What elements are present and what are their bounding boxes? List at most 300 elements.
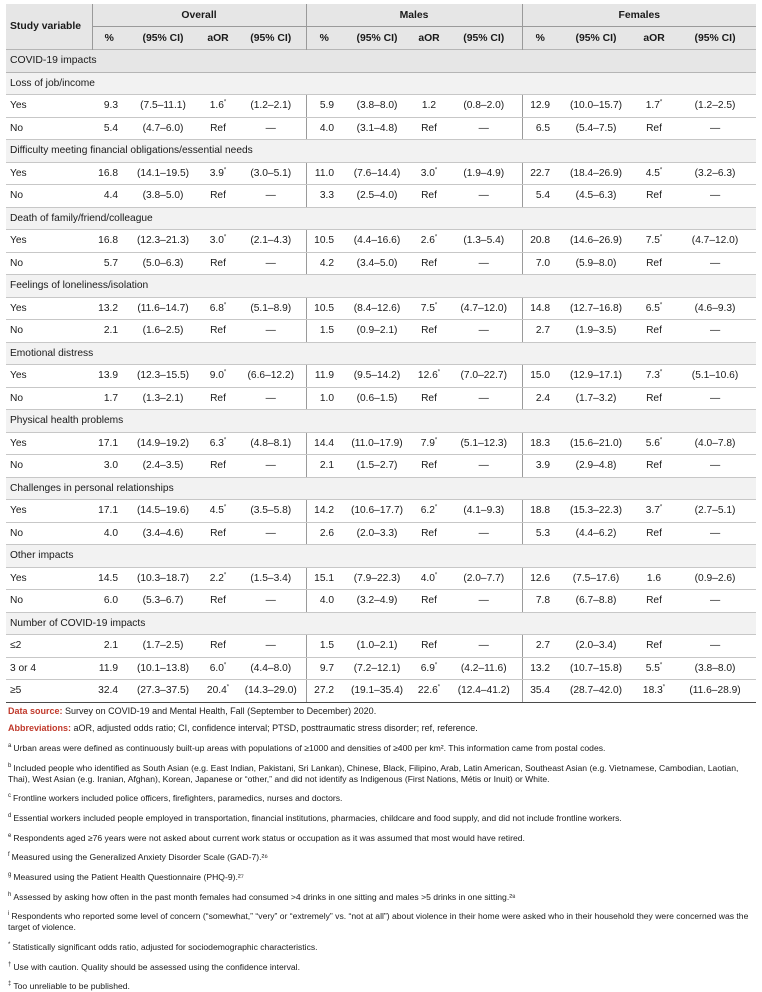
cell-aor-ci: — xyxy=(446,455,522,478)
cell-aor-ci: (5.1–8.9) xyxy=(236,297,306,320)
cell-ci: (1.7–2.5) xyxy=(126,635,200,658)
cell-aor-ci: (4.1–9.3) xyxy=(446,500,522,523)
cell-percent: 20.8 xyxy=(522,230,558,253)
cell-ci: (14.6–26.9) xyxy=(558,230,634,253)
cell-ci: (2.5–4.0) xyxy=(342,185,412,208)
category-row xyxy=(6,545,756,568)
footnote xyxy=(8,909,756,933)
row-label: Yes xyxy=(6,230,92,253)
cell-aor-ci: — xyxy=(446,522,522,545)
overall-group-header: Overall xyxy=(92,4,306,27)
cell-ci: (1.0–2.1) xyxy=(342,635,412,658)
cell-aor: Ref xyxy=(200,522,236,545)
cell-aor-ci: — xyxy=(674,455,756,478)
col-ci: (95% CI) xyxy=(558,27,634,50)
cell-ci: (7.6–14.4) xyxy=(342,162,412,185)
cell-percent: 2.1 xyxy=(92,635,126,658)
cell-percent: 4.0 xyxy=(306,590,342,613)
cell-aor: 3.7* xyxy=(634,500,674,523)
cell-ci: (12.3–15.5) xyxy=(126,365,200,388)
cell-aor: Ref xyxy=(412,522,446,545)
cell-percent: 10.5 xyxy=(306,297,342,320)
cell-percent: 2.1 xyxy=(92,320,126,343)
row-label: No xyxy=(6,522,92,545)
cell-aor-ci: (4.8–8.1) xyxy=(236,432,306,455)
cell-aor: Ref xyxy=(200,635,236,658)
cell-ci: (2.4–3.5) xyxy=(126,455,200,478)
column-header-row xyxy=(6,27,756,50)
cell-aor: 7.5* xyxy=(634,230,674,253)
cell-aor-ci: (1.2–2.5) xyxy=(674,95,756,118)
row-label: ≥5 xyxy=(6,680,92,703)
col-aor: aOR xyxy=(412,27,446,50)
footnote-text: Measured using the Patient Health Questionnaire (PHQ-9).²⁷ xyxy=(13,872,243,882)
cell-ci: (3.8–5.0) xyxy=(126,185,200,208)
cell-aor: 5.6* xyxy=(634,432,674,455)
cell-ci: (15.6–21.0) xyxy=(558,432,634,455)
cell-ci: (1.6–2.5) xyxy=(126,320,200,343)
section-title: COVID-19 impacts xyxy=(6,50,756,73)
cell-percent: 2.6 xyxy=(306,522,342,545)
table-figure xyxy=(6,0,756,992)
cell-aor: 22.6* xyxy=(412,680,446,703)
cell-ci: (12.9–17.1) xyxy=(558,365,634,388)
footnote-text: Use with caution. Quality should be assessed using the confidence interval. xyxy=(13,962,300,972)
col-ci: (95% CI) xyxy=(446,27,522,50)
footnote-marker: e xyxy=(8,833,11,839)
cell-aor: 7.9* xyxy=(412,432,446,455)
cell-aor: Ref xyxy=(412,635,446,658)
cell-percent: 7.8 xyxy=(522,590,558,613)
cell-percent: 17.1 xyxy=(92,500,126,523)
cell-aor-ci: (3.5–5.8) xyxy=(236,500,306,523)
footnote-marker: * xyxy=(8,942,10,948)
cell-aor-ci: (11.6–28.9) xyxy=(674,680,756,703)
cell-aor: 6.2* xyxy=(412,500,446,523)
row-label: 3 or 4 xyxy=(6,657,92,680)
col-ci: (95% CI) xyxy=(126,27,200,50)
row-label: No xyxy=(6,455,92,478)
footnote-marker: c xyxy=(8,793,11,799)
col-ci: (95% CI) xyxy=(236,27,306,50)
cell-aor: 20.4* xyxy=(200,680,236,703)
cell-percent: 27.2 xyxy=(306,680,342,703)
cell-ci: (9.5–14.2) xyxy=(342,365,412,388)
col-percent: % xyxy=(306,27,342,50)
cell-ci: (5.0–6.3) xyxy=(126,252,200,275)
cell-ci: (1.7–3.2) xyxy=(558,387,634,410)
cell-percent: 13.2 xyxy=(522,657,558,680)
footnote xyxy=(8,741,756,754)
cell-percent: 5.4 xyxy=(522,185,558,208)
row-label: No xyxy=(6,320,92,343)
cell-ci: (10.6–17.7) xyxy=(342,500,412,523)
footnote xyxy=(8,791,756,804)
footnote-marker: h xyxy=(8,892,11,898)
cell-ci: (2.0–3.3) xyxy=(342,522,412,545)
cell-aor-ci: (1.3–5.4) xyxy=(446,230,522,253)
col-percent: % xyxy=(92,27,126,50)
cell-ci: (2.9–4.8) xyxy=(558,455,634,478)
category-label: Physical health problems xyxy=(6,410,756,433)
footnote-marker: a xyxy=(8,743,11,749)
table-row xyxy=(6,162,756,185)
category-label: Difficulty meeting financial obligations/essential needs xyxy=(6,140,756,163)
cell-percent: 16.8 xyxy=(92,230,126,253)
cell-aor-ci: — xyxy=(236,590,306,613)
category-row xyxy=(6,477,756,500)
row-label: Yes xyxy=(6,297,92,320)
col-aor: aOR xyxy=(200,27,236,50)
footnote xyxy=(8,811,756,824)
cell-ci: (19.1–35.4) xyxy=(342,680,412,703)
cell-percent: 9.7 xyxy=(306,657,342,680)
row-label: Yes xyxy=(6,162,92,185)
footnote-marker: g xyxy=(8,872,11,878)
cell-aor: 3.0* xyxy=(200,230,236,253)
cell-aor-ci: — xyxy=(236,185,306,208)
footnote-text: Respondents who reported some level of concern (“somewhat,” “very” or “extremely” vs. “not at all”) about violence in their home were asked who in their household they were concerned was the target of violence. xyxy=(8,911,748,932)
cell-aor: 7.5* xyxy=(412,297,446,320)
cell-aor: Ref xyxy=(634,252,674,275)
cell-aor-ci: (3.2–6.3) xyxy=(674,162,756,185)
cell-percent: 18.3 xyxy=(522,432,558,455)
cell-aor: 7.3* xyxy=(634,365,674,388)
footnote-marker: b xyxy=(8,763,11,769)
cell-ci: (5.3–6.7) xyxy=(126,590,200,613)
cell-percent: 5.7 xyxy=(92,252,126,275)
cell-percent: 2.7 xyxy=(522,320,558,343)
cell-percent: 35.4 xyxy=(522,680,558,703)
cell-aor: Ref xyxy=(200,320,236,343)
cell-aor-ci: — xyxy=(236,252,306,275)
cell-aor: Ref xyxy=(200,590,236,613)
cell-percent: 1.5 xyxy=(306,320,342,343)
category-row xyxy=(6,410,756,433)
footnote-text: Essential workers included people employed in transportation, financial institutions, pharmacies, childcare and food supply, and did not include frontline workers. xyxy=(13,813,621,823)
cell-aor-ci: (6.6–12.2) xyxy=(236,365,306,388)
cell-ci: (8.4–12.6) xyxy=(342,297,412,320)
cell-percent: 18.8 xyxy=(522,500,558,523)
cell-percent: 4.4 xyxy=(92,185,126,208)
cell-ci: (3.1–4.8) xyxy=(342,117,412,140)
category-label: Challenges in personal relationships xyxy=(6,477,756,500)
cell-aor-ci: — xyxy=(236,117,306,140)
row-label: No xyxy=(6,252,92,275)
data-source-label: Data source: xyxy=(8,706,63,716)
cell-aor: Ref xyxy=(412,185,446,208)
category-row xyxy=(6,342,756,365)
cell-aor: 4.0* xyxy=(412,567,446,590)
cell-aor: Ref xyxy=(634,320,674,343)
cell-ci: (7.5–11.1) xyxy=(126,95,200,118)
cell-aor-ci: — xyxy=(674,117,756,140)
cell-percent: 14.2 xyxy=(306,500,342,523)
footnote xyxy=(8,761,756,785)
cell-aor-ci: (1.5–3.4) xyxy=(236,567,306,590)
cell-ci: (11.6–14.7) xyxy=(126,297,200,320)
footnote xyxy=(8,979,756,992)
cell-aor-ci: — xyxy=(236,320,306,343)
category-row xyxy=(6,207,756,230)
cell-aor: Ref xyxy=(634,455,674,478)
cell-percent: 7.0 xyxy=(522,252,558,275)
table-row xyxy=(6,590,756,613)
cell-aor: 12.6* xyxy=(412,365,446,388)
cell-aor-ci: — xyxy=(674,590,756,613)
cell-aor: Ref xyxy=(412,117,446,140)
footnote xyxy=(8,831,756,844)
cell-aor: 1.2 xyxy=(412,95,446,118)
cell-percent: 6.5 xyxy=(522,117,558,140)
table-row xyxy=(6,297,756,320)
cell-percent: 15.1 xyxy=(306,567,342,590)
footnote-text: Respondents aged ≥76 years were not asked about current work status or occupation as it was assumed that most would have retired. xyxy=(13,833,525,843)
cell-aor-ci: — xyxy=(674,522,756,545)
cell-ci: (5.9–8.0) xyxy=(558,252,634,275)
cell-aor: 1.6 xyxy=(634,567,674,590)
cell-percent: 17.1 xyxy=(92,432,126,455)
cell-aor-ci: — xyxy=(446,252,522,275)
abbreviations-note xyxy=(8,723,756,734)
cell-aor-ci: (2.0–7.7) xyxy=(446,567,522,590)
cell-aor-ci: — xyxy=(446,117,522,140)
cell-ci: (2.0–3.4) xyxy=(558,635,634,658)
cell-aor-ci: — xyxy=(236,635,306,658)
cell-aor: Ref xyxy=(412,455,446,478)
cell-ci: (3.8–8.0) xyxy=(342,95,412,118)
cell-ci: (7.2–12.1) xyxy=(342,657,412,680)
cell-ci: (10.1–13.8) xyxy=(126,657,200,680)
cell-percent: 12.9 xyxy=(522,95,558,118)
cell-aor: Ref xyxy=(634,590,674,613)
cell-ci: (4.4–16.6) xyxy=(342,230,412,253)
cell-percent: 10.5 xyxy=(306,230,342,253)
data-source-text: Survey on COVID-19 and Mental Health, Fall (September to December) 2020. xyxy=(65,706,376,716)
cell-aor-ci: — xyxy=(236,455,306,478)
cell-aor-ci: (2.1–4.3) xyxy=(236,230,306,253)
cell-aor: 1.6* xyxy=(200,95,236,118)
cell-aor: Ref xyxy=(634,185,674,208)
footnote xyxy=(8,890,756,903)
cell-aor-ci: — xyxy=(446,635,522,658)
row-label: Yes xyxy=(6,500,92,523)
table-row xyxy=(6,500,756,523)
cell-percent: 6.0 xyxy=(92,590,126,613)
row-label: ≤2 xyxy=(6,635,92,658)
cell-aor-ci: (0.9–2.6) xyxy=(674,567,756,590)
cell-percent: 14.8 xyxy=(522,297,558,320)
row-label: No xyxy=(6,185,92,208)
cell-percent: 11.9 xyxy=(92,657,126,680)
cell-aor-ci: (4.0–7.8) xyxy=(674,432,756,455)
females-group-header: Females xyxy=(522,4,756,27)
cell-percent: 13.9 xyxy=(92,365,126,388)
footnote xyxy=(8,960,756,973)
data-source-note xyxy=(8,706,756,717)
cell-percent: 22.7 xyxy=(522,162,558,185)
cell-percent: 14.5 xyxy=(92,567,126,590)
category-label: Other impacts xyxy=(6,545,756,568)
cell-aor-ci: (2.7–5.1) xyxy=(674,500,756,523)
cell-aor: 18.3* xyxy=(634,680,674,703)
table-row xyxy=(6,657,756,680)
col-ci: (95% CI) xyxy=(674,27,756,50)
table-body xyxy=(6,50,756,703)
results-table xyxy=(6,4,756,703)
cell-percent: 4.0 xyxy=(92,522,126,545)
footnote-text: Assessed by asking how often in the past month females had consumed >4 drinks in one sitting and males >5 drinks in one sitting.²⁸ xyxy=(13,892,515,902)
category-label: Death of family/friend/colleague xyxy=(6,207,756,230)
cell-aor-ci: — xyxy=(674,252,756,275)
cell-aor: Ref xyxy=(412,590,446,613)
cell-percent: 5.3 xyxy=(522,522,558,545)
cell-aor-ci: (5.1–10.6) xyxy=(674,365,756,388)
footnote xyxy=(8,870,756,883)
cell-percent: 3.3 xyxy=(306,185,342,208)
table-row xyxy=(6,185,756,208)
cell-aor-ci: (0.8–2.0) xyxy=(446,95,522,118)
category-row xyxy=(6,612,756,635)
cell-aor: 6.9* xyxy=(412,657,446,680)
cell-aor-ci: (1.2–2.1) xyxy=(236,95,306,118)
cell-aor: 6.5* xyxy=(634,297,674,320)
table-row xyxy=(6,567,756,590)
cell-percent: 2.4 xyxy=(522,387,558,410)
table-row xyxy=(6,455,756,478)
cell-percent: 5.4 xyxy=(92,117,126,140)
cell-aor: 6.3* xyxy=(200,432,236,455)
row-label: Yes xyxy=(6,567,92,590)
cell-ci: (12.7–16.8) xyxy=(558,297,634,320)
cell-ci: (18.4–26.9) xyxy=(558,162,634,185)
males-group-header: Males xyxy=(306,4,522,27)
cell-ci: (4.7–6.0) xyxy=(126,117,200,140)
cell-aor-ci: — xyxy=(446,590,522,613)
cell-ci: (1.9–3.5) xyxy=(558,320,634,343)
table-row xyxy=(6,95,756,118)
cell-aor-ci: (4.4–8.0) xyxy=(236,657,306,680)
cell-percent: 32.4 xyxy=(92,680,126,703)
table-notes xyxy=(6,706,756,992)
cell-percent: 1.0 xyxy=(306,387,342,410)
cell-aor-ci: (4.7–12.0) xyxy=(446,297,522,320)
row-label: Yes xyxy=(6,432,92,455)
category-row xyxy=(6,140,756,163)
cell-percent: 3.9 xyxy=(522,455,558,478)
cell-aor: 3.9* xyxy=(200,162,236,185)
cell-aor-ci: (5.1–12.3) xyxy=(446,432,522,455)
cell-ci: (10.0–15.7) xyxy=(558,95,634,118)
cell-ci: (3.4–5.0) xyxy=(342,252,412,275)
cell-ci: (1.3–2.1) xyxy=(126,387,200,410)
footnote-marker: d xyxy=(8,813,11,819)
cell-ci: (14.5–19.6) xyxy=(126,500,200,523)
category-label: Loss of job/income xyxy=(6,72,756,95)
row-label: Yes xyxy=(6,95,92,118)
cell-aor: 1.7* xyxy=(634,95,674,118)
cell-aor-ci: — xyxy=(446,387,522,410)
cell-percent: 2.7 xyxy=(522,635,558,658)
cell-percent: 11.9 xyxy=(306,365,342,388)
category-label: Feelings of loneliness/isolation xyxy=(6,275,756,298)
cell-percent: 1.7 xyxy=(92,387,126,410)
cell-ci: (1.5–2.7) xyxy=(342,455,412,478)
cell-percent: 15.0 xyxy=(522,365,558,388)
cell-percent: 1.5 xyxy=(306,635,342,658)
footnote-list xyxy=(8,741,756,992)
cell-aor: Ref xyxy=(200,117,236,140)
cell-percent: 14.4 xyxy=(306,432,342,455)
table-header xyxy=(6,4,756,50)
cell-aor-ci: — xyxy=(674,185,756,208)
category-row xyxy=(6,275,756,298)
cell-aor: Ref xyxy=(634,522,674,545)
cell-aor-ci: — xyxy=(674,635,756,658)
table-row xyxy=(6,252,756,275)
table-row xyxy=(6,230,756,253)
cell-aor-ci: (12.4–41.2) xyxy=(446,680,522,703)
cell-aor-ci: (3.0–5.1) xyxy=(236,162,306,185)
footnote-marker: i xyxy=(8,911,9,917)
table-row xyxy=(6,387,756,410)
footnote-marker: ‡ xyxy=(8,981,11,987)
cell-ci: (3.4–4.6) xyxy=(126,522,200,545)
cell-aor: Ref xyxy=(200,185,236,208)
cell-aor: Ref xyxy=(200,387,236,410)
category-label: Number of COVID-19 impacts xyxy=(6,612,756,635)
cell-aor: 2.2* xyxy=(200,567,236,590)
cell-aor: Ref xyxy=(200,455,236,478)
footnote xyxy=(8,940,756,953)
footnote-text: Frontline workers included police officers, firefighters, paramedics, nurses and doctors. xyxy=(13,793,342,803)
cell-aor: 3.0* xyxy=(412,162,446,185)
cell-aor: Ref xyxy=(634,387,674,410)
footnote-text: Measured using the Generalized Anxiety Disorder Scale (GAD-7).²⁶ xyxy=(12,852,268,862)
cell-aor-ci: — xyxy=(674,320,756,343)
cell-aor-ci: (4.6–9.3) xyxy=(674,297,756,320)
footnote-text: Urban areas were defined as continuously built-up areas with populations of ≥1000 and densities of ≥400 per km². This information came from postal codes. xyxy=(13,743,605,753)
cell-aor-ci: — xyxy=(446,185,522,208)
cell-aor: 6.0* xyxy=(200,657,236,680)
cell-aor-ci: (7.0–22.7) xyxy=(446,365,522,388)
footnote-text: Statistically significant odds ratio, adjusted for sociodemographic characteristics. xyxy=(12,942,317,952)
cell-aor-ci: — xyxy=(236,522,306,545)
row-label: No xyxy=(6,590,92,613)
table-row xyxy=(6,635,756,658)
row-label: Yes xyxy=(6,365,92,388)
table-row xyxy=(6,320,756,343)
cell-ci: (4.5–6.3) xyxy=(558,185,634,208)
category-row xyxy=(6,72,756,95)
table-row xyxy=(6,432,756,455)
col-ci: (95% CI) xyxy=(342,27,412,50)
cell-percent: 9.3 xyxy=(92,95,126,118)
cell-ci: (4.4–6.2) xyxy=(558,522,634,545)
cell-aor: 2.6* xyxy=(412,230,446,253)
table-row xyxy=(6,365,756,388)
cell-ci: (15.3–22.3) xyxy=(558,500,634,523)
cell-aor-ci: (4.7–12.0) xyxy=(674,230,756,253)
cell-aor-ci: (14.3–29.0) xyxy=(236,680,306,703)
row-label: No xyxy=(6,117,92,140)
cell-aor-ci: — xyxy=(446,320,522,343)
cell-percent: 12.6 xyxy=(522,567,558,590)
table-row xyxy=(6,522,756,545)
cell-aor: 4.5* xyxy=(200,500,236,523)
cell-ci: (6.7–8.8) xyxy=(558,590,634,613)
footnote-marker: f xyxy=(8,852,10,858)
